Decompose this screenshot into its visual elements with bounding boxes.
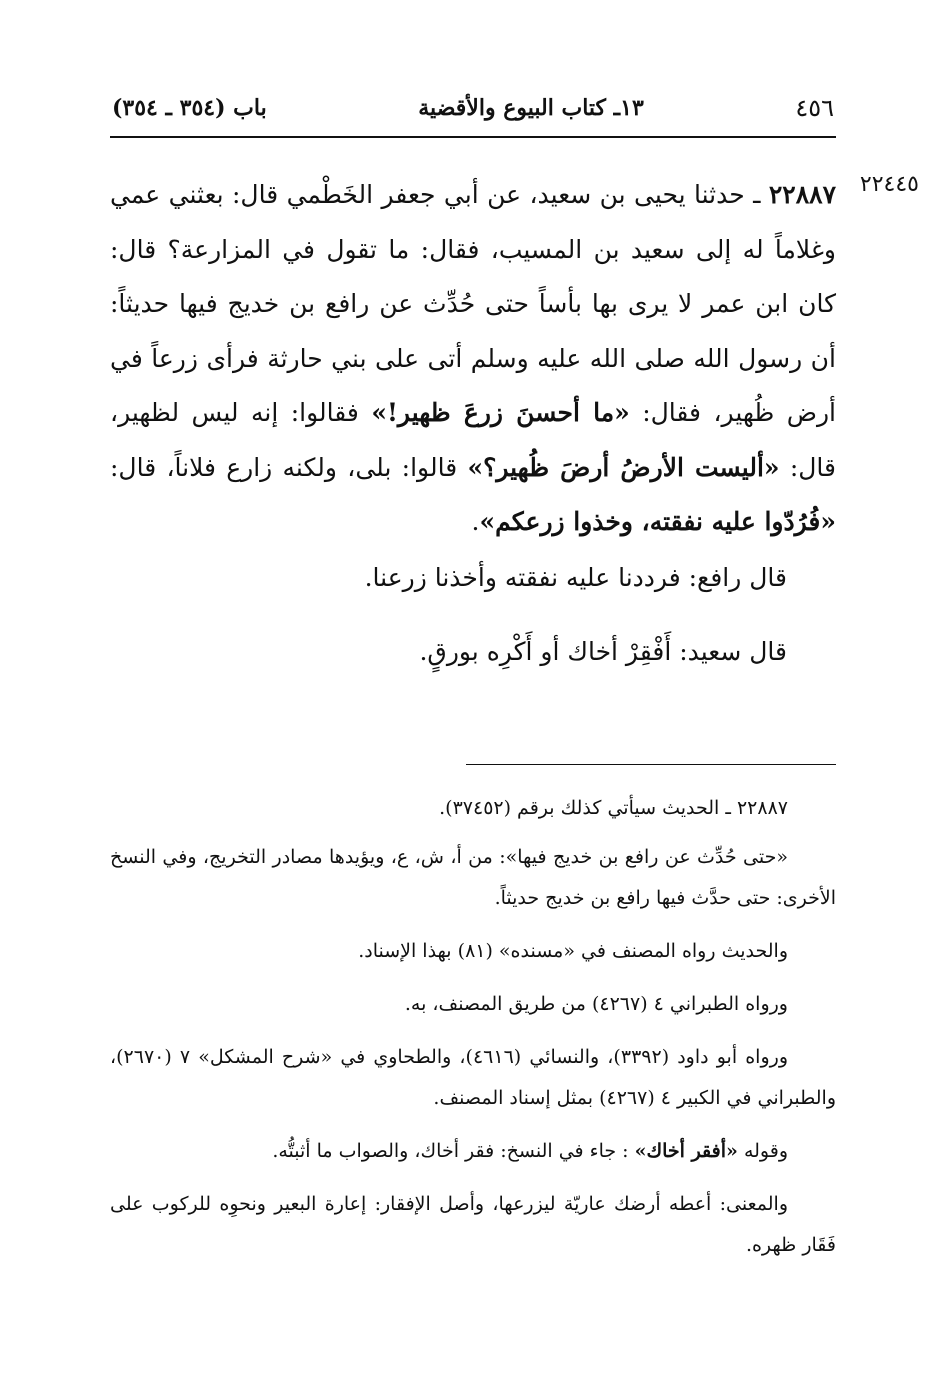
book-title: ١٣ـ كتاب البيوع والأقضية bbox=[418, 95, 644, 121]
header-divider bbox=[110, 136, 836, 138]
footnote-6-prefix: وقوله bbox=[737, 1140, 788, 1162]
hadith-quote-3: «فُرُدّوا عليه نفقته، وخذوا زرعكم» bbox=[479, 507, 836, 536]
hadith-number: ٢٢٨٨٧ bbox=[768, 180, 836, 209]
footnote-1-text: ـ الحديث سيأتي كذلك برقم (٣٧٤٥٢). bbox=[439, 797, 737, 819]
footnotes bbox=[110, 788, 836, 1278]
hadith-quote-2: «أليست الأرضُ أرضَ ظُهير؟» bbox=[467, 452, 780, 482]
margin-hadith-number: ٢٢٤٤٥ bbox=[859, 172, 919, 197]
footnote-1-number: ٢٢٨٨٧ bbox=[736, 797, 788, 819]
footnote-divider bbox=[466, 764, 836, 765]
hadith-text-part-3: قالوا: بلى، ولكنه زارع فلاناً، قال: bbox=[110, 452, 468, 482]
footnote-6 bbox=[110, 1131, 836, 1172]
hadith-text-part-2: فقالوا: إنه ليس لظهير، قال: bbox=[110, 398, 836, 482]
footnote-5: ورواه أبو داود (٣٣٩٢)، والنسائي (٤٦١٦)، والطحاوي في «شرح المشكل» ٧ (٢٦٧٠)، والطبراني في الكبير ٤ (٤٢٦٧) بمثل إسناد المصنف. bbox=[110, 1046, 836, 1109]
hadith-text bbox=[110, 168, 836, 550]
hadith-text-part-1: ـ حدثنا يحيى بن سعيد، عن أبي جعفر الخَطْمي قال: بعثني عمي وغلاماً له إلى سعيد بن المسيب، فقال: ما تقول في المزارعة؟ قال: كان ابن عمر لا يرى بها بأساً حتى حُدِّث عن رافع بن خديج فيها حديثاً: أن رسول الله صلى الله عليه وسلم أتى على بني حارثة فرأى زرعاً في أرض ظُهير، فقال: bbox=[110, 180, 836, 427]
rafi-statement: قال رافع: فرددنا عليه نفقته وأخذنا زرعنا. bbox=[364, 563, 787, 592]
footnote-4: ورواه الطبراني ٤ (٤٢٦٧) من طريق المصنف، به. bbox=[404, 993, 788, 1015]
chapter-range: باب (٣٥٤ ـ ٣٥٤) bbox=[112, 95, 267, 121]
footnote-6-suffix: : جاء في النسخ: فقر أخاك، والصواب ما أثبتُّه. bbox=[272, 1140, 635, 1162]
footnote-7: والمعنى: أعطه أرضك عاريّة ليزرعها، وأصل الإفقار: إعارة البعير ونحوِه للركوب على فَقَار ظهره. bbox=[110, 1193, 836, 1256]
hadith-text-part-4: . bbox=[471, 507, 480, 536]
page-number: ٤٥٦ bbox=[795, 94, 834, 122]
footnote-1 bbox=[110, 788, 836, 829]
said-statement: قال سعيد: أَفْقِرْ أخاك أو أَكْرِه بورقٍ. bbox=[419, 637, 787, 666]
footnote-2: «حتى حُدِّث عن رافع بن خديج فيها»: من أ، ش، ع، ويؤيدها مصادر التخريج، وفي النسخ الأخرى: حتى حدَّث فيها رافع بن خديج حديثاً. bbox=[110, 846, 836, 909]
footnote-6-bold: «أفقر أخاك» bbox=[634, 1140, 738, 1162]
footnote-3: والحديث رواه المصنف في «مسنده» (٨١) بهذا الإسناد. bbox=[358, 940, 788, 962]
page-header bbox=[112, 88, 834, 128]
hadith-quote-1: «ما أحسنَ زرعَ ظهير!» bbox=[371, 398, 630, 427]
